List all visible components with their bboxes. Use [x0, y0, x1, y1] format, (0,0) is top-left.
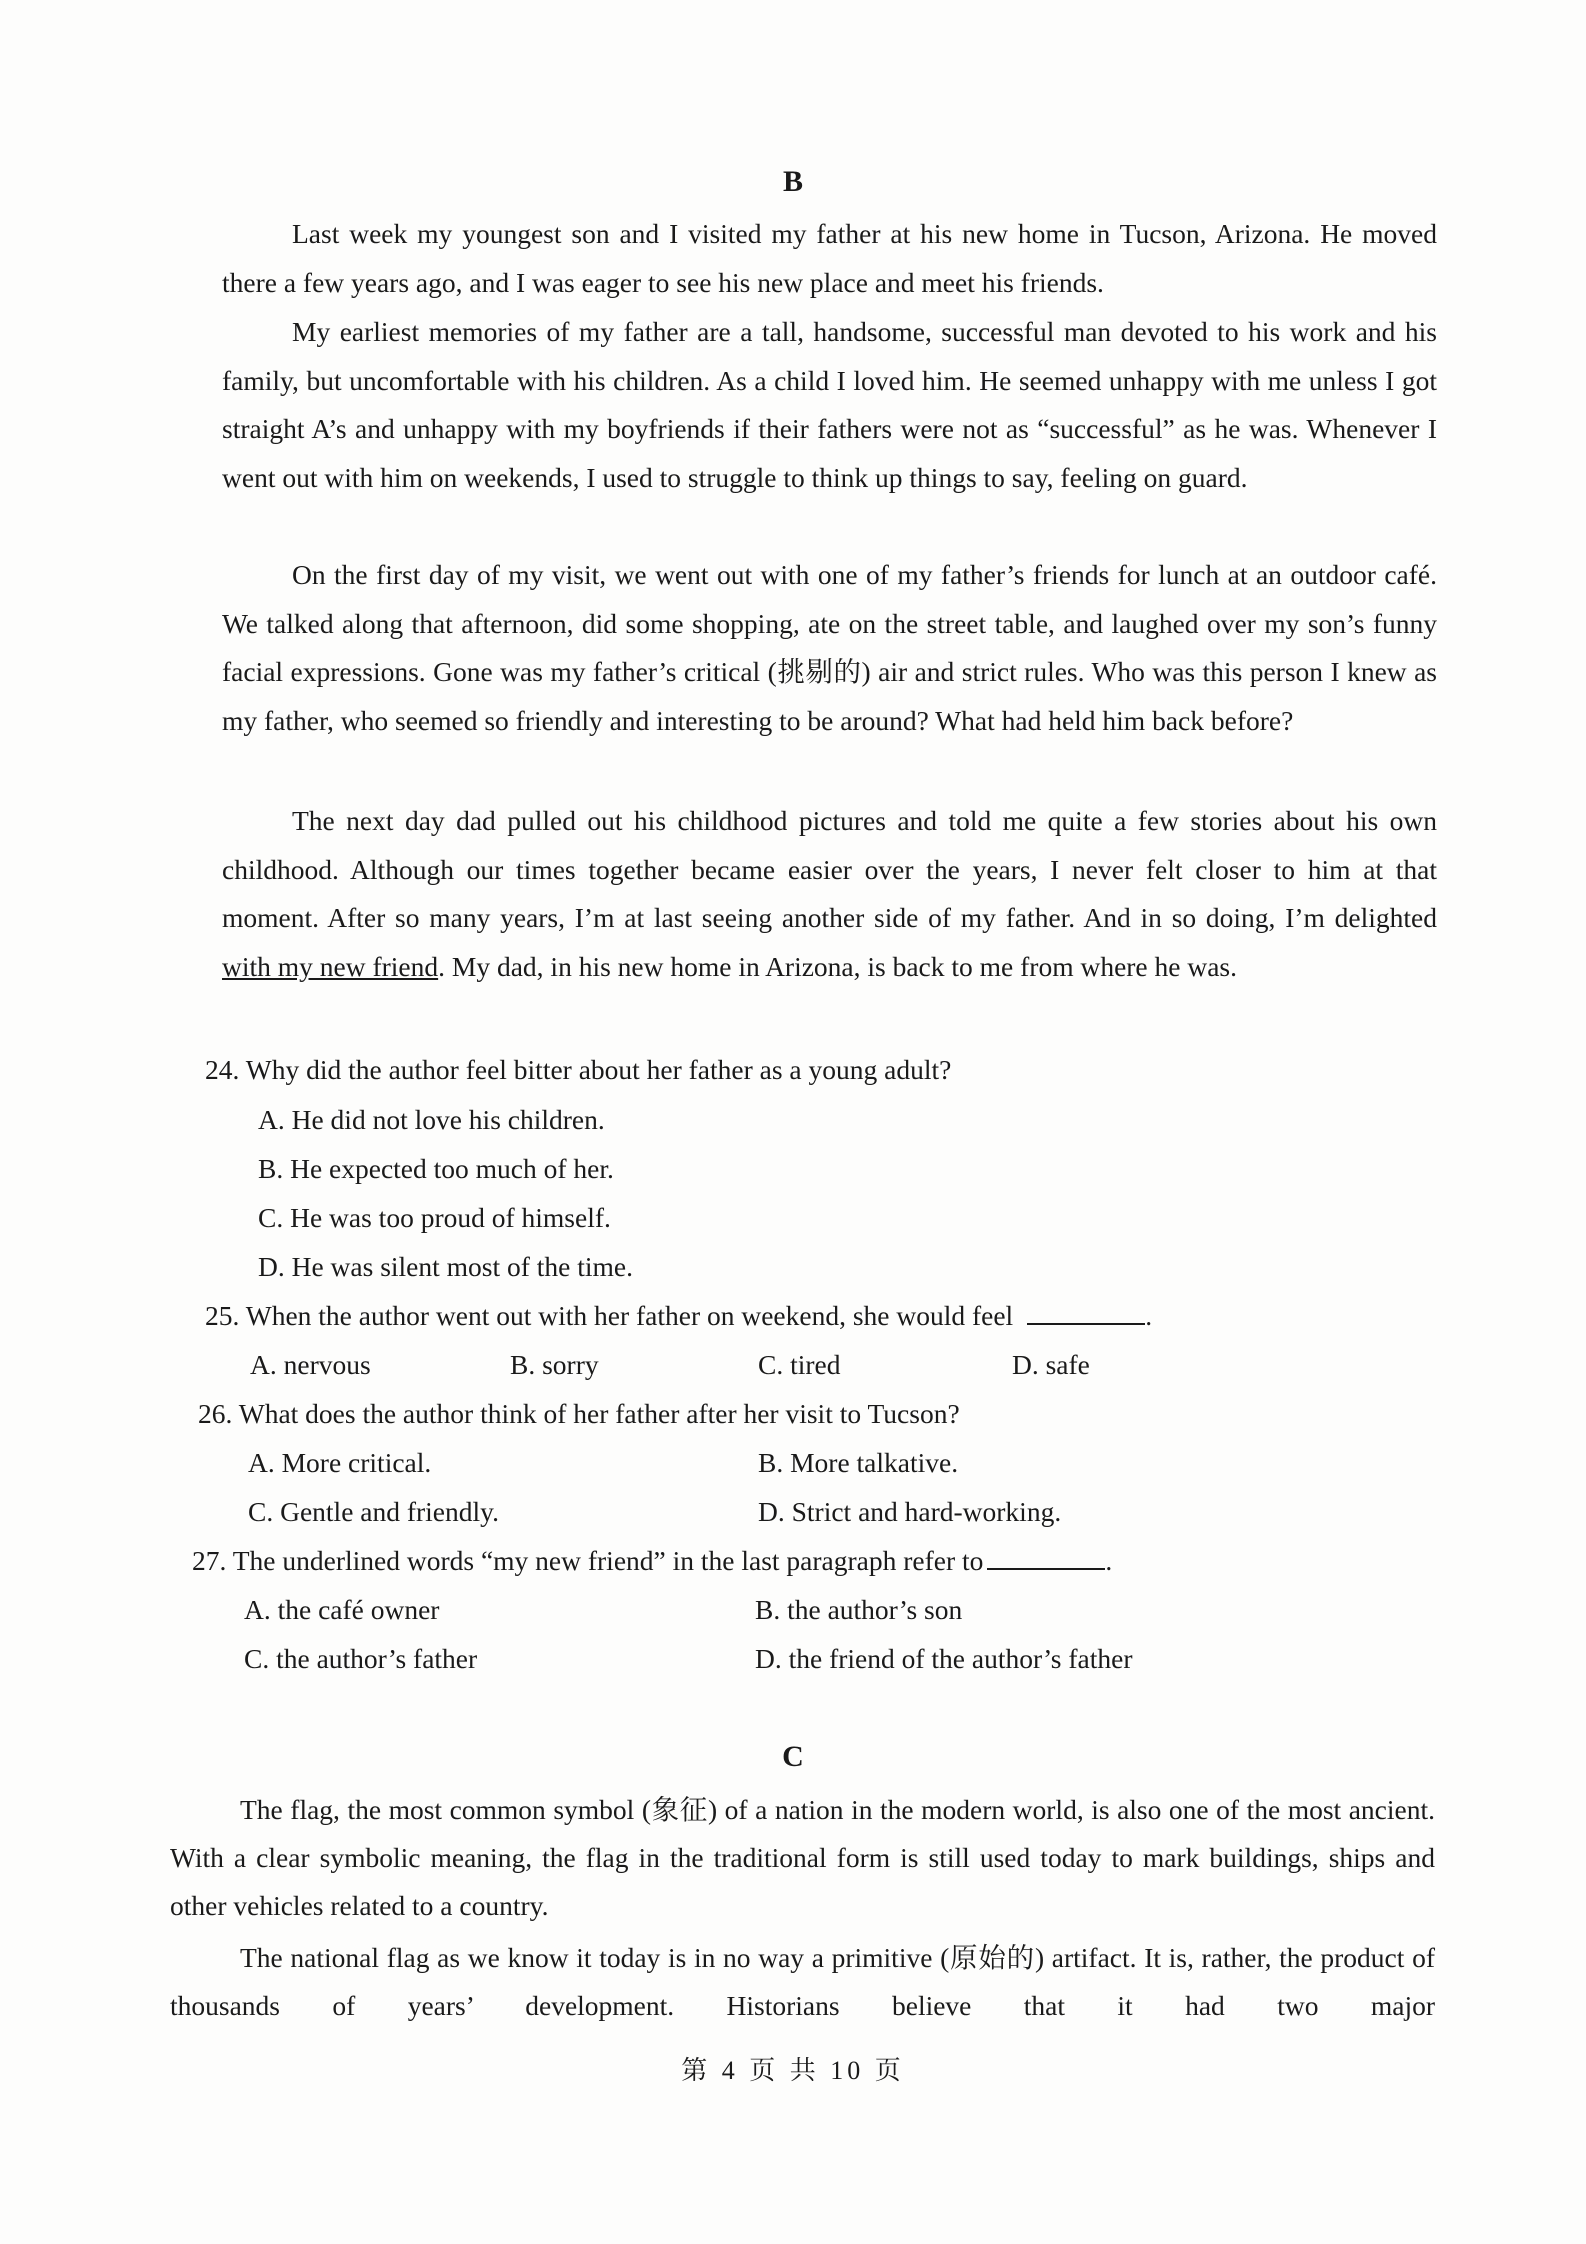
question-text: 27. The underlined words “my new friend” in the last paragraph refer to — [192, 1545, 984, 1576]
question-25-option-d[interactable]: D. safe — [1012, 1349, 1090, 1380]
passage-b-paragraph-1: Last week my youngest son and I visited my father at his new home in Tucson, Arizona. He moved there a few years ago, and I was eager to see his new place and meet his friends. — [222, 218, 1437, 298]
question-25-option-c[interactable]: C. tired — [758, 1349, 841, 1380]
question-26-option-d[interactable]: D. Strict and hard-working. — [758, 1496, 1062, 1527]
question-27-stem — [192, 1545, 1112, 1577]
question-26-option-c[interactable]: C. Gentle and friendly. — [248, 1496, 499, 1527]
passage-c-paragraph-1: The flag, the most common symbol (象征) of a nation in the modern world, is also one of the most ancient. With a clear symbolic meaning, the flag in the traditional form is still used today to mark buildings, ships and other vehicles related to a country. — [170, 1794, 1435, 1921]
question-26-stem: 26. What does the author think of her father after her visit to Tucson? — [198, 1398, 960, 1429]
section-b-title: B — [782, 165, 803, 198]
question-26-option-a[interactable]: A. More critical. — [248, 1447, 432, 1478]
question-24-stem: 24. Why did the author feel bitter about her father as a young adult? — [205, 1054, 952, 1085]
answer-blank — [987, 1567, 1105, 1570]
question-24-option-a[interactable]: A. He did not love his children. — [258, 1104, 605, 1135]
passage-b-paragraph-3: On the first day of my visit, we went out with one of my father’s friends for lunch at an outdoor café. We talked along that afternoon, did some shopping, ate on the street table, and laughed over my son’s funny facial expressions. Gone was my father’s critical (挑剔的) air and strict rules. Who was this person I knew as my father, who seemed so friendly and interesting to be around? What had held him back before? — [222, 559, 1437, 736]
question-26-option-b[interactable]: B. More talkative. — [758, 1447, 959, 1478]
question-24-option-c[interactable]: C. He was too proud of himself. — [258, 1202, 611, 1233]
question-24-option-d[interactable]: D. He was silent most of the time. — [258, 1251, 634, 1282]
underlined-phrase: with my new friend — [222, 950, 439, 982]
section-c-title: C — [782, 1740, 804, 1773]
page-number-footer: 第 4 页 共 10 页 — [681, 2056, 905, 2085]
answer-blank — [1027, 1322, 1145, 1325]
question-27-option-b[interactable]: B. the author’s son — [755, 1594, 963, 1625]
question-end: . — [1145, 1300, 1153, 1331]
question-text: 25. When the author went out with her father on weekend, she would feel — [205, 1300, 1014, 1331]
passage-b-paragraph-2: My earliest memories of my father are a tall, handsome, successful man devoted to his work and his family, but uncomfortable with his children. As a child I loved him. He seemed unhappy with me unless I got straight A’s and unhappy with my boyfriends if their fathers were not as “successful” as he was. Whenever I went out with him on weekends, I used to struggle to think up things to say, feeling on guard. — [222, 316, 1437, 493]
question-27-option-d[interactable]: D. the friend of the author’s father — [755, 1643, 1133, 1674]
question-25-stem — [205, 1300, 1152, 1332]
paragraph-text: . My dad, in his new home in Arizona, is back to me from where he was. — [438, 950, 1237, 982]
question-27-option-a[interactable]: A. the café owner — [244, 1594, 440, 1625]
question-25-option-a[interactable]: A. nervous — [250, 1349, 371, 1380]
question-end: . — [1105, 1545, 1113, 1576]
question-27-option-c[interactable]: C. the author’s father — [244, 1643, 478, 1674]
passage-c-paragraph-2: The national flag as we know it today is in no way a primitive (原始的) artifact. It is, rather, the product of thousands of years’ development. Historians believe that it had two major — [170, 1942, 1435, 2021]
passage-b-paragraph-4 — [222, 797, 1437, 991]
paragraph-text: The next day dad pulled out his childhood pictures and told me quite a few stories about his own childhood. Although our times together became easier over the years, I never felt closer to him at that moment. After so many years, I’m at last seeing another side of my father. And in so doing, I’m delighted — [222, 805, 1437, 934]
question-24-option-b[interactable]: B. He expected too much of her. — [258, 1153, 614, 1184]
question-25-option-b[interactable]: B. sorry — [510, 1349, 599, 1380]
